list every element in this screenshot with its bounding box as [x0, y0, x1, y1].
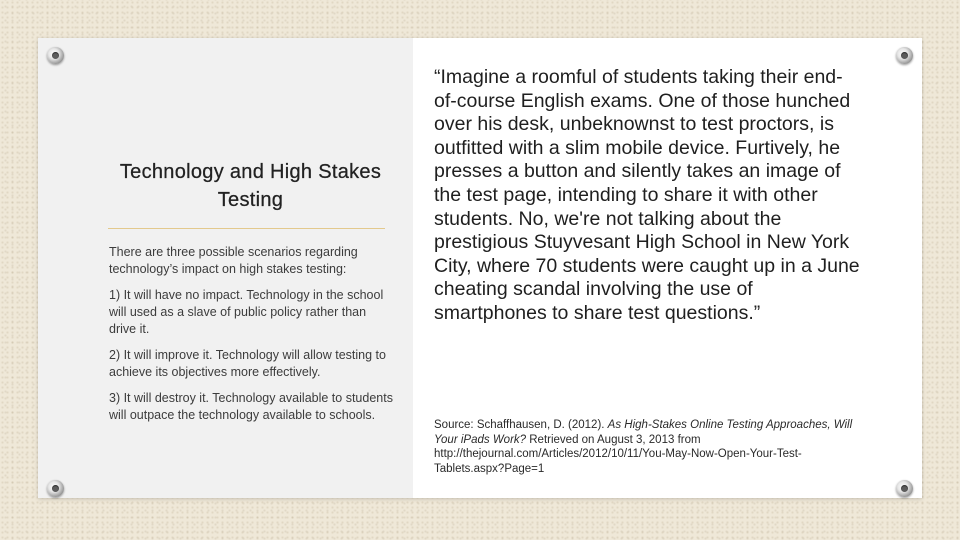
scenario-item: 1) It will have no impact. Technology in the school will used as a slave of public policy rather than drive it.: [109, 288, 384, 336]
title-divider: [108, 228, 385, 229]
intro-paragraph: There are three possible scenarios regarding technology’s impact on high stakes testing:: [109, 245, 358, 276]
pin-icon: [47, 47, 64, 64]
pin-icon: [896, 480, 913, 497]
source-article-title: As High-Stakes Online Testing Approaches, Will Your iPads Work?: [434, 419, 853, 446]
source-citation: [434, 418, 854, 476]
scenario-item: 3) It will destroy it. Technology available to students will outpace the technology available to schools.: [109, 391, 393, 422]
pin-icon: [47, 480, 64, 497]
scenario-list: [109, 244, 394, 433]
scenario-item: 2) It will improve it. Technology will allow testing to achieve its objectives more effectively.: [109, 348, 386, 379]
slide-title: Technology and High Stakes Testing: [119, 161, 382, 211]
source-suffix: Retrieved on August 3, 2013 from http://thejournal.com/Articles/2012/10/11/You-May-Now-Open-Your-Test-Tablets.aspx?Page=1: [434, 433, 802, 475]
source-prefix: Source: Schaffhausen, D. (2012).: [434, 419, 608, 431]
quote-text: “Imagine a roomful of students taking their end-of-course English exams. One of those hunched over his desk, unbeknownst to test proctors, is outfitted with a slim mobile device. Furtively, he presses a button and silently takes an image of the test page, intending to share it with other students. No, we're not talking about the prestigious Stuyvesant High School in New York City, where 70 students were caught up in a June cheating scandal involving the use of smartphones to share test questions.”: [434, 66, 860, 324]
pin-icon: [896, 47, 913, 64]
